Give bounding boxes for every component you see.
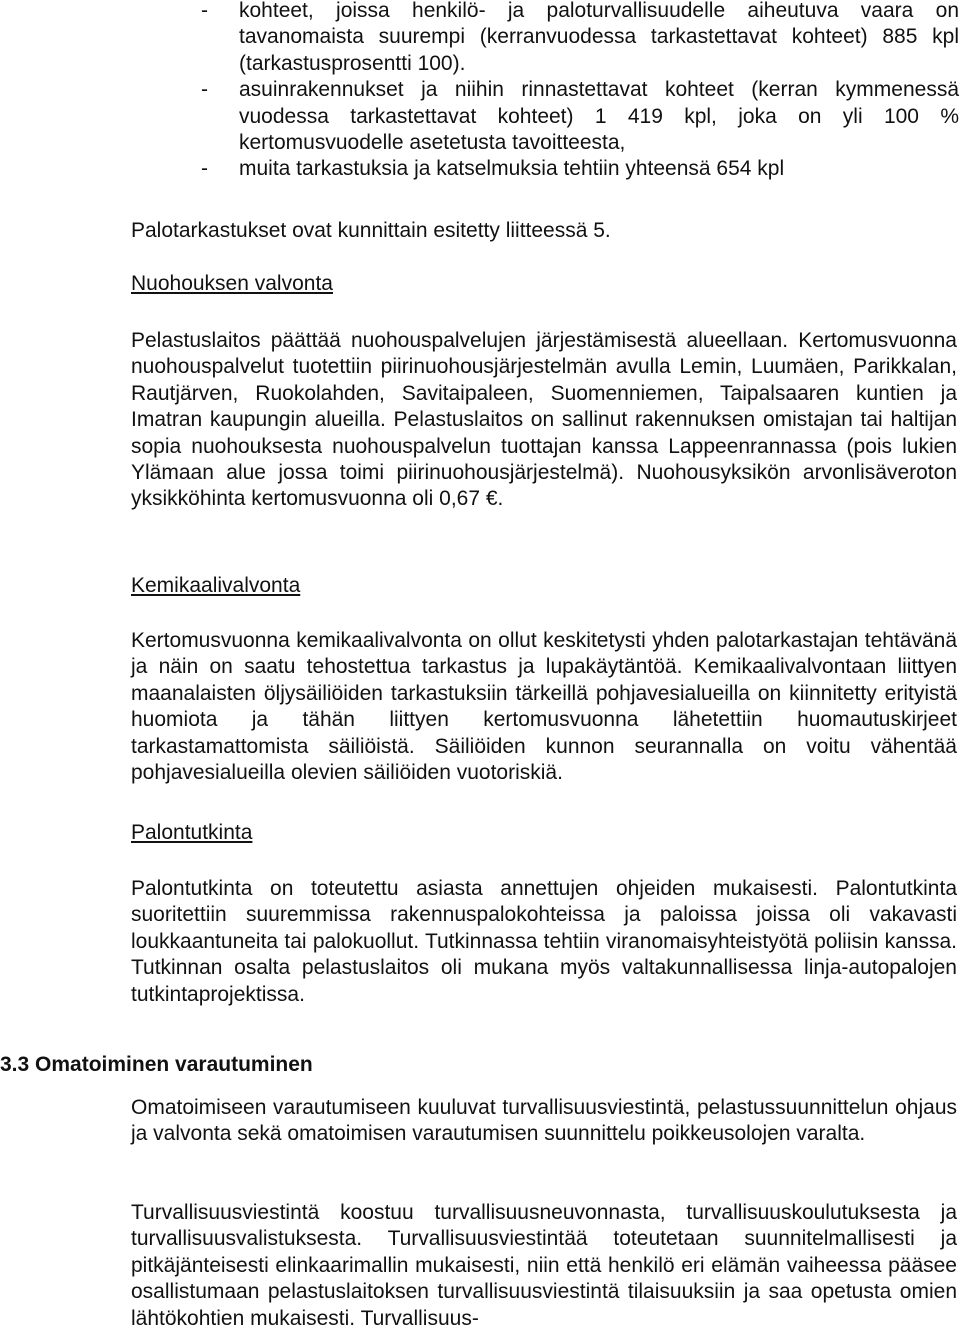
kemikaali-paragraph [131, 628, 957, 786]
nuohous-heading: Nuohouksen valvonta [131, 272, 333, 295]
bullet-dash: - [201, 0, 208, 22]
paragraph-text: Palontutkinta on toteutettu asiasta annettujen ohjeiden mukaisesti. Palontutkinta suoritettiin suuremmissa rakennuspalokohteissa ja paloissa joissa oli vakavasti loukkaantuneita tai palokuollut. Tutkinnassa tehtiin viranomaisyhteistyötä poliisin kanssa. Tutkinnan osalta pelastuslaitos oli mukana myös valtakunnallisessa linja-autopalojen tutkintaprojektissa. [131, 877, 957, 1006]
paragraph-text: Palotarkastukset ovat kunnittain esitetty liitteessä 5. [131, 219, 611, 242]
section-heading: 3.3 Omatoiminen varautuminen [0, 1053, 313, 1076]
nuohous-paragraph [131, 328, 957, 513]
section-paragraph-1 [131, 1095, 957, 1148]
paragraph-text: Turvallisuusviestintä koostuu turvallisuusneuvonnasta, turvallisuuskoulutuksesta ja turvallisuusvalistuksesta. Turvallisuusviestintää toteutetaan suunnitelmallisesti ja pitkäjänteisesti elinkaarimallin mukaisesti, niin että henkilö eri elämän vaiheessa pääsee osallistumaan pelastuslaitoksen turvallisuusviestintä tilaisuuksiin ja saa opetusta omien lähtökohtien mukaisesti. Turvallisuus- [131, 1201, 957, 1330]
kemikaali-heading: Kemikaalivalvonta [131, 574, 301, 597]
paragraph-text: Kertomusvuonna kemikaalivalvonta on ollut keskitetysti yhden palotarkastajan tehtävänä ja näin on saatu tehostettua tarkastus ja lupakäytäntöä. Kemikaalivalvontaan liittyen maanalaisten öljysäiliöiden tarkastuksiin tärkeillä pohjavesialueilla on kiinnitetty erityistä huomiota ja tähän liittyen kertomusvuonna lähetettiin huomautuskirjeet tarkastamattomista säiliöistä. Säiliöiden kunnon seurannalla on voitu vähentää pohjavesialueilla olevien säiliöiden vuotoriskiä. [131, 629, 957, 785]
list-item [201, 77, 959, 156]
intro-paragraph [131, 218, 957, 244]
bullet-dash: - [201, 157, 208, 181]
bullet-dash: - [201, 78, 208, 102]
palontutkinta-paragraph [131, 876, 957, 1008]
section-paragraph-2 [131, 1200, 957, 1332]
paragraph-text: Omatoimiseen varautumiseen kuuluvat turvallisuusviestintä, pelastussuunnittelun ohjaus ja valvonta sekä omatoimisen varautumisen suunnittelu poikkeusolojen varalta. [131, 1096, 957, 1146]
paragraph-text: Pelastuslaitos päättää nuohouspalvelujen järjestämisestä alueellaan. Kertomusvuonna nuohouspalvelut tuotettiin piirinuohousjärjestelmän avulla Lemin, Luumäen, Parikkalan, Rautjärven, Ruokolahden, Savitaipaleen, Suomenniemen, Taipalsaaren kuntien ja Imatran kaupungin alueilla. Pelastuslaitos on sallinut rakennuksen omistajan tai haltijan sopia nuohouksesta nuohouspalvelun tuottajan kanssa Lappeenrannassa (pois lukien Ylämaan alue jossa toimi piirinuohousjärjestelmä). Nuohousyksikön arvonlisäveroton yksikköhinta kertomusvuonna oli 0,67 €. [131, 329, 957, 511]
list-item [201, 0, 959, 77]
bullet-text: asuinrakennukset ja niihin rinnastettavat kohteet (kerran kymmenessä vuodessa tarkastettavat kohteet) 1 419 kpl, joka on yli 100 % kertomusvuodelle asetetusta tavoitteesta, [239, 78, 959, 155]
bullet-text: muita tarkastuksia ja katselmuksia tehtiin yhteensä 654 kpl [239, 157, 785, 181]
bullet-list [201, 0, 959, 183]
bullet-text: kohteet, joissa henkilö- ja paloturvallisuudelle aiheutuva vaara on tavanomaista suurempi (kerranvuodessa tarkastettavat kohteet) 885 kpl (tarkastusprosentti 100). [239, 0, 959, 75]
list-item [201, 156, 959, 182]
palontutkinta-heading: Palontutkinta [131, 821, 253, 844]
